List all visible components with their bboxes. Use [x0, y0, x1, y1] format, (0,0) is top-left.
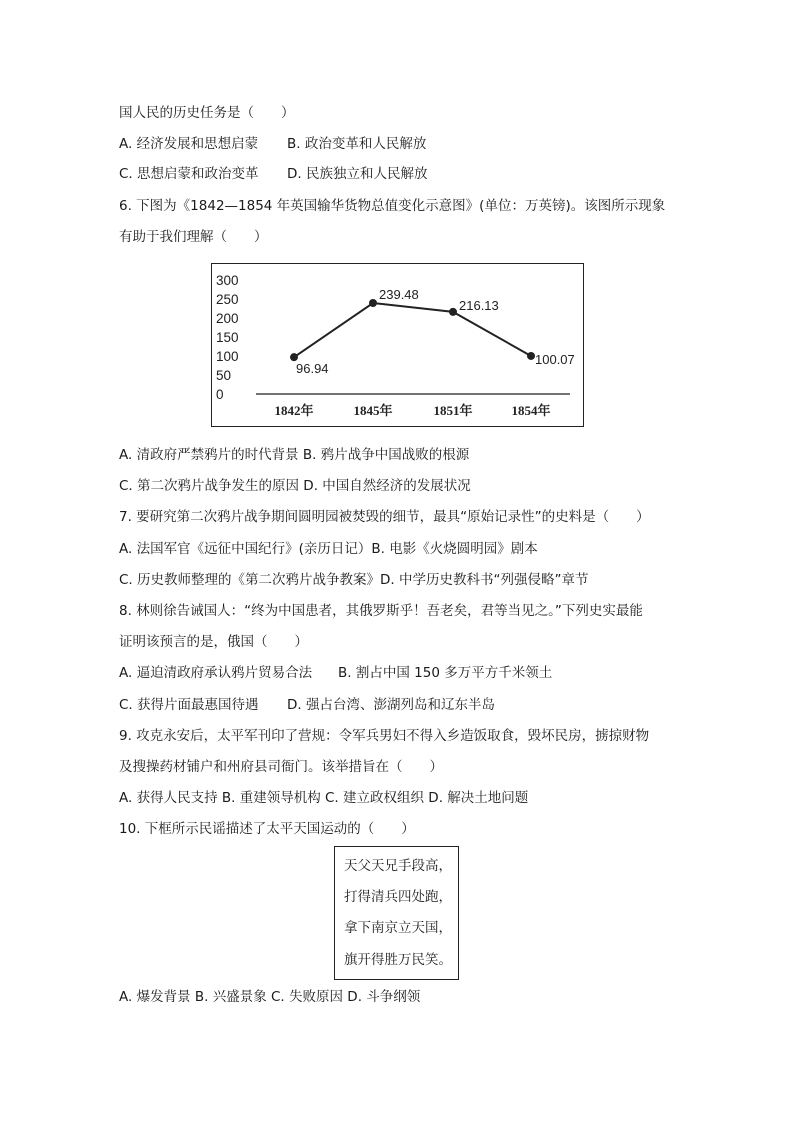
question-7-stem: 7. 要研究第二次鸦片战争期间圆明园被焚毁的细节，最具“原始记录性”的史料是（ ）: [119, 509, 650, 525]
data-label: 96.94: [296, 361, 329, 377]
y-tick-label: 250: [216, 292, 239, 307]
question-5-option-c: C. 思想启蒙和政治变革: [119, 166, 259, 182]
question-9-options: A. 获得人民支持 B. 重建领导机构 C. 建立政权组织 D. 解决土地问题: [119, 790, 529, 806]
y-tick-label: 300: [216, 273, 239, 288]
x-tick-label: 1845年: [353, 403, 393, 418]
question-6-options-cd: C. 第二次鸦片战争发生的原因 D. 中国自然经济的发展状况: [119, 478, 471, 494]
question-8-option-b: B. 割占中国 150 多万平方千米领土: [338, 665, 553, 681]
folk-rhyme-line: 天父天兄手段高，: [344, 858, 452, 874]
data-point: [290, 353, 298, 361]
y-tick-label: 50: [216, 368, 232, 383]
y-tick-label: 200: [216, 311, 239, 326]
question-8-stem-cont: 证明该预言的是，俄国（ ）: [119, 634, 308, 650]
question-8-stem: 8. 林则徐告诫国人：“终为中国患者，其俄罗斯乎！吾老矣，君等当见之。”下列史实最能: [119, 603, 643, 619]
question-5-stem-cont: 国人民的历史任务是（ ）: [119, 105, 295, 121]
question-9-stem-cont: 及搜操药材铺户和州府县司衙门。该举措旨在（ ）: [119, 759, 443, 775]
y-tick-label: 0: [216, 387, 224, 402]
folk-rhyme-line: 旗开得胜万民笑。: [344, 952, 452, 968]
x-tick-label: 1851年: [433, 403, 473, 418]
x-tick-label: 1854年: [511, 403, 551, 418]
question-8-option-c: C. 获得片面最惠国待遇: [119, 697, 259, 713]
folk-rhyme-line: 打得清兵四处跑，: [344, 889, 452, 905]
question-10-options: A. 爆发背景 B. 兴盛景象 C. 失败原因 D. 斗争纲领: [119, 989, 421, 1005]
question-5-option-a: A. 经济发展和思想启蒙: [119, 136, 259, 152]
question-7-options-ab: A. 法国军官《远征中国纪行》(亲历日记）B. 电影《火烧圆明园》剧本: [119, 541, 538, 557]
question-9-stem: 9. 攻克永安后，太平军刊印了营规：令军兵男妇不得入乡造饭取食，毁坏民房，掳掠财物: [119, 728, 650, 744]
question-6-options-ab: A. 清政府严禁鸦片的时代背景 B. 鸦片战争中国战败的根源: [119, 447, 470, 463]
question-5-option-b: B. 政治变革和人民解放: [287, 136, 427, 152]
folk-rhyme-line: 拿下南京立天国，: [344, 920, 452, 936]
trade-value-chart: [211, 263, 584, 427]
question-8-option-d: D. 强占台湾、澎湖列岛和辽东半岛: [287, 697, 495, 713]
question-5-option-d: D. 民族独立和人民解放: [287, 166, 428, 182]
data-label: 239.48: [379, 286, 419, 302]
data-point: [449, 308, 457, 316]
x-tick-label: 1842年: [274, 403, 314, 418]
folk-rhyme-box: [334, 846, 459, 980]
data-label: 100.07: [535, 351, 575, 367]
data-label: 216.13: [459, 297, 499, 313]
data-point: [527, 352, 535, 360]
y-tick-label: 150: [216, 330, 239, 345]
line-chart-svg: [212, 264, 582, 425]
question-6-stem: 6. 下图为《1842—1854 年英国输华货物总值变化示意图》(单位：万英镑)。该图所示现象: [119, 198, 666, 214]
question-10-stem: 10. 下框所示民谣描述了太平天国运动的（ ）: [119, 821, 415, 837]
question-7-options-cd: C. 历史教师整理的《第二次鸦片战争教案》D. 中学历史教科书“列强侵略”章节: [119, 572, 589, 588]
data-point: [369, 299, 377, 307]
question-6-stem-cont: 有助于我们理解（ ）: [119, 229, 268, 245]
question-8-option-a: A. 逼迫清政府承认鸦片贸易合法: [119, 665, 313, 681]
y-tick-label: 100: [216, 349, 239, 364]
